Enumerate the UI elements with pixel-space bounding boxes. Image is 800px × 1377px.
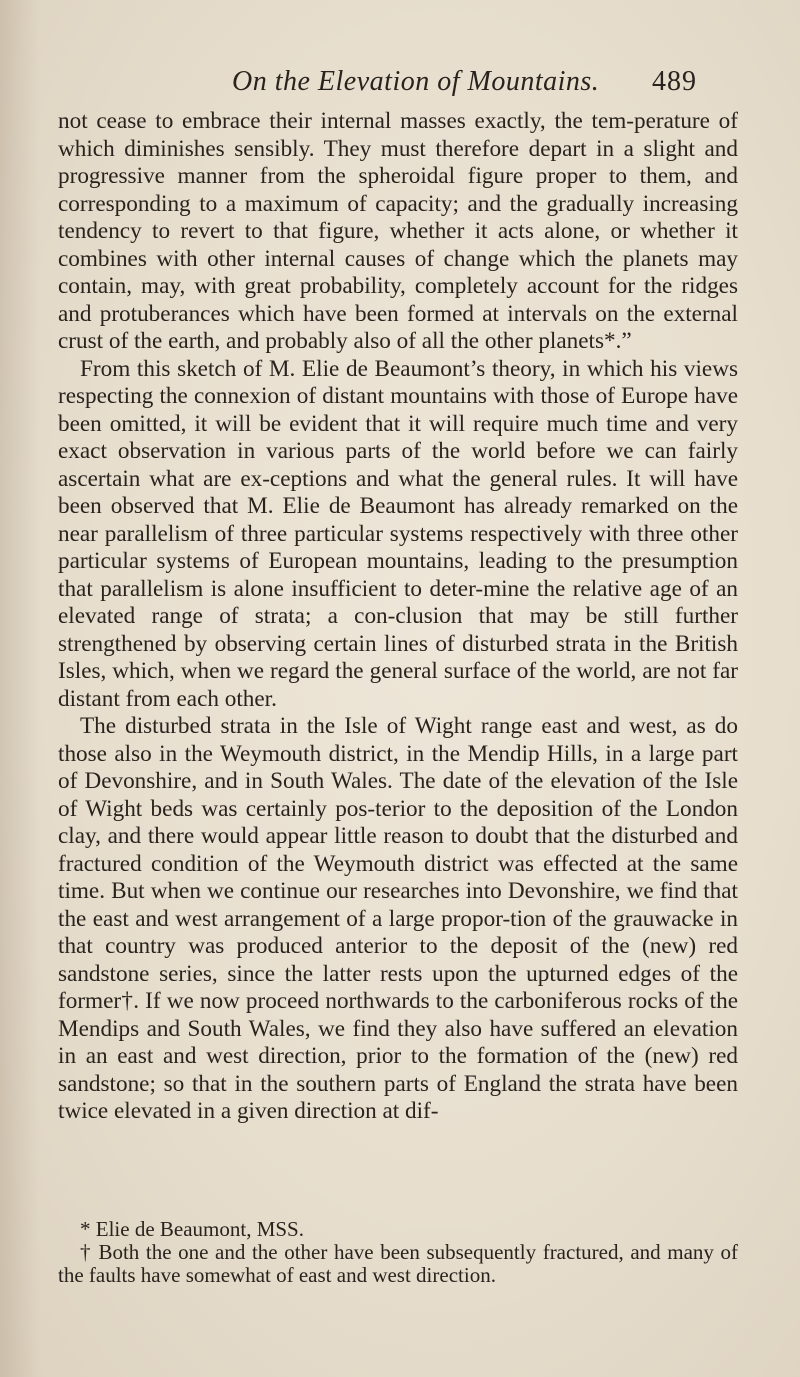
footnote-dagger: † Both the one and the other have been subsequently fractured, and many of the faults have somewhat of east and west direction. bbox=[58, 1240, 738, 1287]
footnotes bbox=[58, 1218, 738, 1287]
running-head bbox=[0, 66, 800, 106]
paragraph-beaumont-theory: From this sketch of M. Elie de Beaumont’s theory, in which his views respecting the connexion of distant mountains with those of Europe have been omitted, it will be evident that it will require much time and very exact observation in various parts of the world before we can fairly ascertain what are ex-ceptions and what the general rules. It will have been observed that M. Elie de Beaumont has already remarked on the near parallelism of three particular systems respectively with three other particular systems of European mountains, leading to the presumption that parallelism is alone insufficient to deter-mine the relative age of an elevated range of strata; a con-clusion that may be still further strengthened by observing certain lines of disturbed strata in the British Isles, which, when we regard the general surface of the world, are not far distant from each other. bbox=[58, 355, 738, 712]
paragraph-continuation: not cease to embrace their internal masses exactly, the tem-perature of which diminishes sensibly. They must therefore depart in a slight and progressive manner from the spheroidal figure proper to them, and corresponding to a maximum of capacity; and the gradually increasing tendency to revert to that figure, whether it acts alone, or whether it combines with other internal causes of change which the planets may contain, may, with great probability, completely account for the ridges and protuberances which have been formed at intervals on the external crust of the earth, and probably also of all the other planets*.” bbox=[58, 108, 738, 354]
paragraph-disturbed-strata: The disturbed strata in the Isle of Wight range east and west, as do those also in the Weymouth district, in the Mendip Hills, in a large part of Devonshire, and in South Wales. The date of the elevation of the Isle of Wight beds was certainly pos-terior to the deposition of the London clay, and there would appear little reason to doubt that the disturbed and fractured condition of the Weymouth district was effected at the same time. But when we continue our researches into Devonshire, we find that the east and west arrangement of a large propor-tion of the grauwacke in that country was produced anterior to the deposit of the (new) red sandstone series, since the latter rests upon the upturned edges of the former†. If we now proceed northwards to the carboniferous rocks of the Mendips and South Wales, we find they also have suffered an elevation in an east and west direction, prior to the formation of the (new) red sandstone; so that in the southern parts of England the strata have been twice elevated in a given direction at dif- bbox=[58, 713, 738, 1124]
page-number: 489 bbox=[652, 66, 697, 97]
footnote-asterisk: * Elie de Beaumont, MSS. bbox=[80, 1217, 304, 1241]
body-text bbox=[58, 108, 738, 1126]
page-header-title: On the Elevation of Mountains. bbox=[232, 66, 600, 97]
